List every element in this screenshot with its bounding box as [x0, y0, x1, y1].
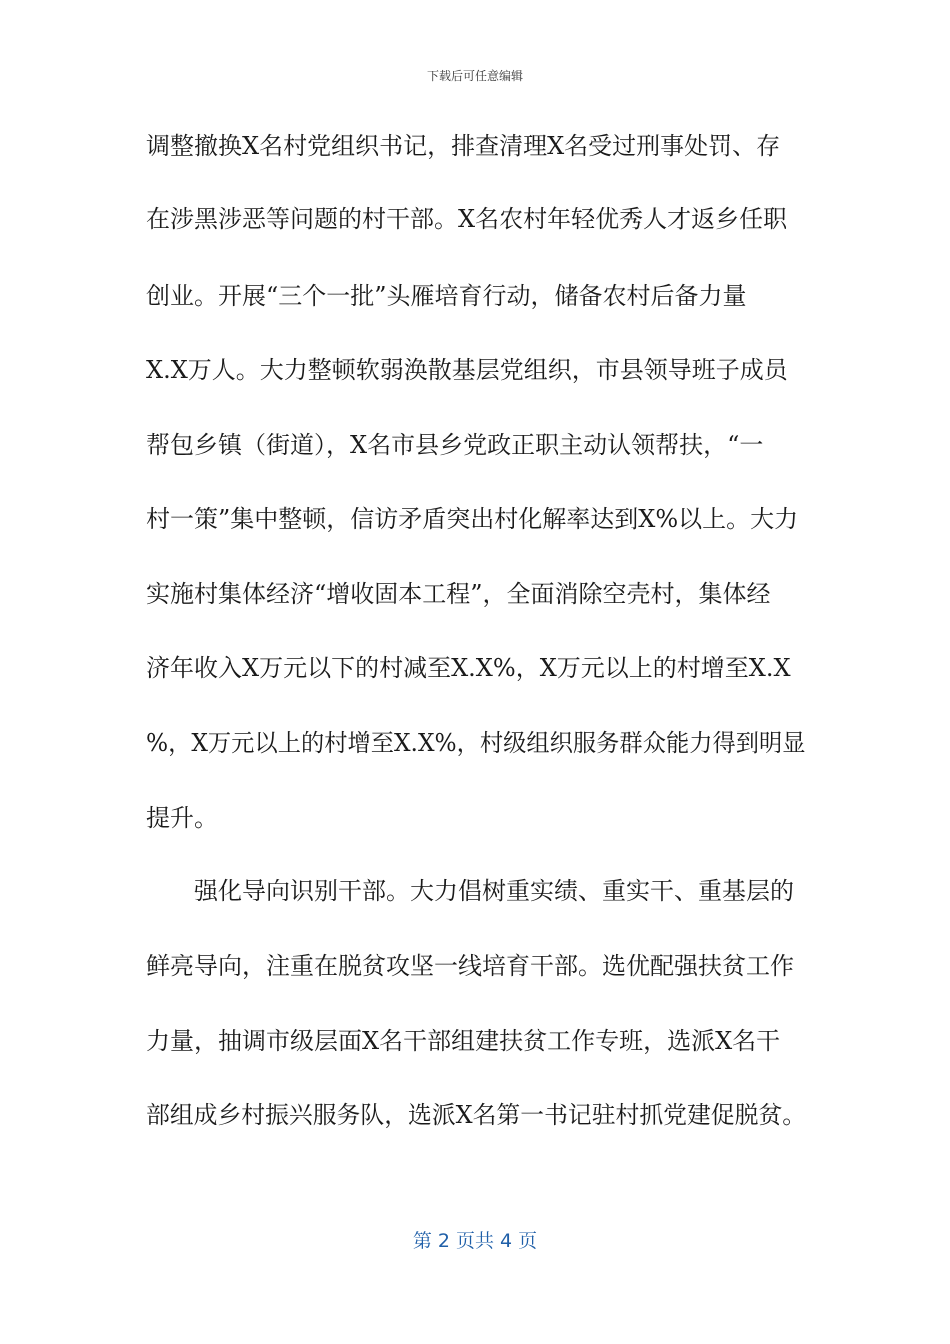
text-line: 帮包乡镇（街道），X名市县乡党政正职主动认领帮扶，“一: [146, 431, 764, 459]
text-line: 创业。开展“三个一批”头雁培育行动，储备农村后备力量: [146, 282, 747, 310]
text-line: 力量，抽调市级层面X名干部组建扶贫工作专班，选派X名干: [146, 1027, 781, 1055]
text-line: 村一策”集中整顿，信访矛盾突出村化解率达到X%以上。大力: [146, 505, 799, 533]
text-line: 部组成乡村振兴服务队，选派X名第一书记驻村抓党建促脱贫。: [146, 1101, 807, 1129]
page-header-note: 下载后可任意编辑: [426, 69, 523, 83]
text-line: 实施村集体经济“增收固本工程”，全面消除空壳村，集体经: [146, 580, 771, 608]
text-line: 在涉黑涉恶等问题的村干部。X名农村年轻优秀人才返乡任职: [146, 205, 788, 233]
page-footer: 第 2 页共 4 页: [412, 1230, 538, 1252]
text-line: 调整撤换X名村党组织书记，排查清理X名受过刑事处罚、存: [146, 132, 781, 160]
text-line: X.X万人。大力整顿软弱涣散基层党组织，市县领导班子成员: [146, 356, 788, 384]
text-line: 济年收入X万元以下的村减至X.X%，X万元以上的村增至X.X: [146, 654, 791, 682]
text-line: 鲜亮导向，注重在脱贫攻坚一线培育干部。选优配强扶贫工作: [146, 952, 794, 980]
paragraph-first-line: 强化导向识别干部。大力倡树重实绩、重实干、重基层的: [194, 877, 794, 905]
text-line: %，X万元以上的村增至X.X%，村级组织服务群众能力得到明显: [146, 729, 806, 757]
text-line: 提升。: [146, 804, 218, 832]
